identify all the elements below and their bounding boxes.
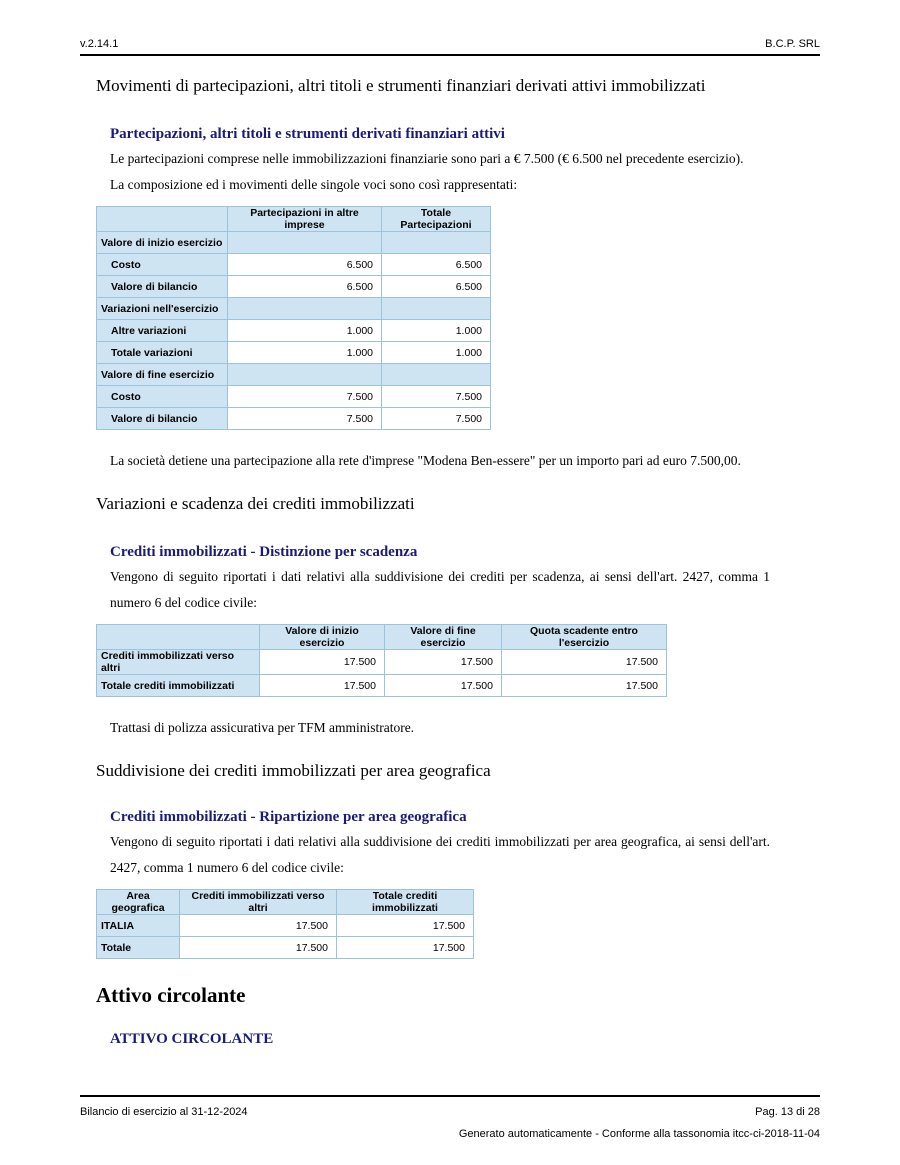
paragraph: Vengono di seguito riportati i dati relativi alla suddivisione dei crediti per scadenza, ai sensi dell'art. 2427, comma 1 numero 6 del codice civile: [110,569,770,610]
row-label: Totale [97,937,180,959]
table-cell [382,298,491,320]
table-header-cell: Valore di fine esercizio [385,625,502,650]
table-cell: 6.500 [382,276,491,298]
table-header-cell [97,625,260,650]
table-header-cell: Area geografica [97,890,180,915]
table-header-row [97,207,491,232]
table-cell [382,232,491,254]
paragraph: La società detiene una partecipazione alla rete d'imprese "Modena Ben-essere" per un importo pari ad euro 7.500,00. [110,453,741,468]
table-cell [228,364,382,386]
paragraph: Trattasi di polizza assicurativa per TFM amministratore. [110,720,415,735]
paragraph: Vengono di seguito riportati i dati relativi alla suddivisione dei crediti immobilizzati per area geografica, ai sensi dell'art. 2427, comma 1 numero 6 del codice civile: [110,834,770,875]
row-label: Altre variazioni [97,320,228,342]
subsection-title-attivo-circolante: ATTIVO CIRCOLANTE [110,1031,274,1047]
table-cell: 17.500 [385,650,502,675]
table-header-row [97,625,667,650]
header-rule [80,54,820,56]
row-label: Valore di fine esercizio [97,364,228,386]
table-header-cell: Totale crediti immobilizzati [337,890,474,915]
row-label: Valore di bilancio [97,276,228,298]
row-label: Valore di inizio esercizio [97,232,228,254]
table-row [97,254,491,276]
row-label: Variazioni nell'esercizio [97,298,228,320]
table-cell: 17.500 [337,937,474,959]
row-label: Costo [97,386,228,408]
table-row [97,298,491,320]
footer-rule [80,1095,820,1097]
page-number: Pag. 13 di 28 [755,1106,820,1118]
table-cell: 17.500 [337,915,474,937]
table-row [97,364,491,386]
section-title-crediti-area: Suddivisione dei crediti immobilizzati per area geografica [96,761,491,780]
table-cell: 1.000 [382,342,491,364]
table-cell: 17.500 [180,915,337,937]
table-row [97,408,491,430]
table-row [97,342,491,364]
table-cell: 17.500 [385,675,502,697]
paragraph: Le partecipazioni comprese nelle immobilizzazioni finanziarie sono pari a € 7.500 (€ 6.500 nel precedente esercizio). [110,151,744,166]
table-row [97,937,474,959]
crediti-area-table [96,889,474,959]
section-title-attivo-circolante: Attivo circolante [96,983,246,1007]
row-label: Totale crediti immobilizzati [97,675,260,697]
page-content [96,74,796,1049]
table-cell: 17.500 [502,650,667,675]
page-header [80,36,820,54]
table-cell: 17.500 [502,675,667,697]
table-header-cell: Crediti immobilizzati verso altri [180,890,337,915]
paragraph: La composizione ed i movimenti delle singole voci sono così rappresentati: [110,177,518,192]
table-cell: 1.000 [228,320,382,342]
table-row [97,915,474,937]
table-cell: 17.500 [180,937,337,959]
section-title-partecipazioni: Movimenti di partecipazioni, altri titoli e strumenti finanziari derivati attivi immobilizzati [96,76,706,95]
table-cell: 7.500 [382,408,491,430]
table-header-cell: Partecipazioni in altre imprese [228,207,382,232]
subsection-title-crediti-area: Crediti immobilizzati - Ripartizione per area geografica [110,809,467,825]
row-label: ITALIA [97,915,180,937]
table-cell [228,298,382,320]
table-cell: 7.500 [382,386,491,408]
table-cell: 17.500 [260,650,385,675]
row-label: Totale variazioni [97,342,228,364]
generated-notice: Generato automaticamente - Conforme alla tassonomia itcc-ci-2018-11-04 [458,1128,820,1140]
table-cell: 1.000 [382,320,491,342]
table-row [97,386,491,408]
table-cell: 17.500 [260,675,385,697]
table-row [97,276,491,298]
row-label: Crediti immobilizzati verso altri [97,650,260,675]
subsection-title-partecipazioni: Partecipazioni, altri titoli e strumenti derivati finanziari attivi [110,126,505,142]
table-header-row [97,890,474,915]
table-header-cell: Quota scadente entro l'esercizio [502,625,667,650]
table-cell [228,232,382,254]
footer-document-label: Bilancio di esercizio al 31-12-2024 [80,1106,248,1118]
table-row [97,675,667,697]
table-row [97,232,491,254]
table-cell [382,364,491,386]
company-name: B.C.P. SRL [765,38,820,50]
table-cell: 1.000 [228,342,382,364]
version-label: v.2.14.1 [80,38,119,50]
table-cell: 7.500 [228,408,382,430]
crediti-scadenza-table [96,624,667,697]
table-header-cell: Valore di inizio esercizio [260,625,385,650]
subsection-title-crediti-scadenza: Crediti immobilizzati - Distinzione per scadenza [110,544,418,560]
table-cell: 6.500 [228,254,382,276]
row-label: Valore di bilancio [97,408,228,430]
table-row [97,650,667,675]
table-header-cell [97,207,228,232]
table-cell: 6.500 [228,276,382,298]
section-title-crediti-scadenza: Variazioni e scadenza dei crediti immobilizzati [96,494,415,513]
table-row [97,320,491,342]
table-cell: 7.500 [228,386,382,408]
partecipazioni-table [96,206,491,430]
table-cell: 6.500 [382,254,491,276]
table-header-cell: Totale Partecipazioni [382,207,491,232]
row-label: Costo [97,254,228,276]
